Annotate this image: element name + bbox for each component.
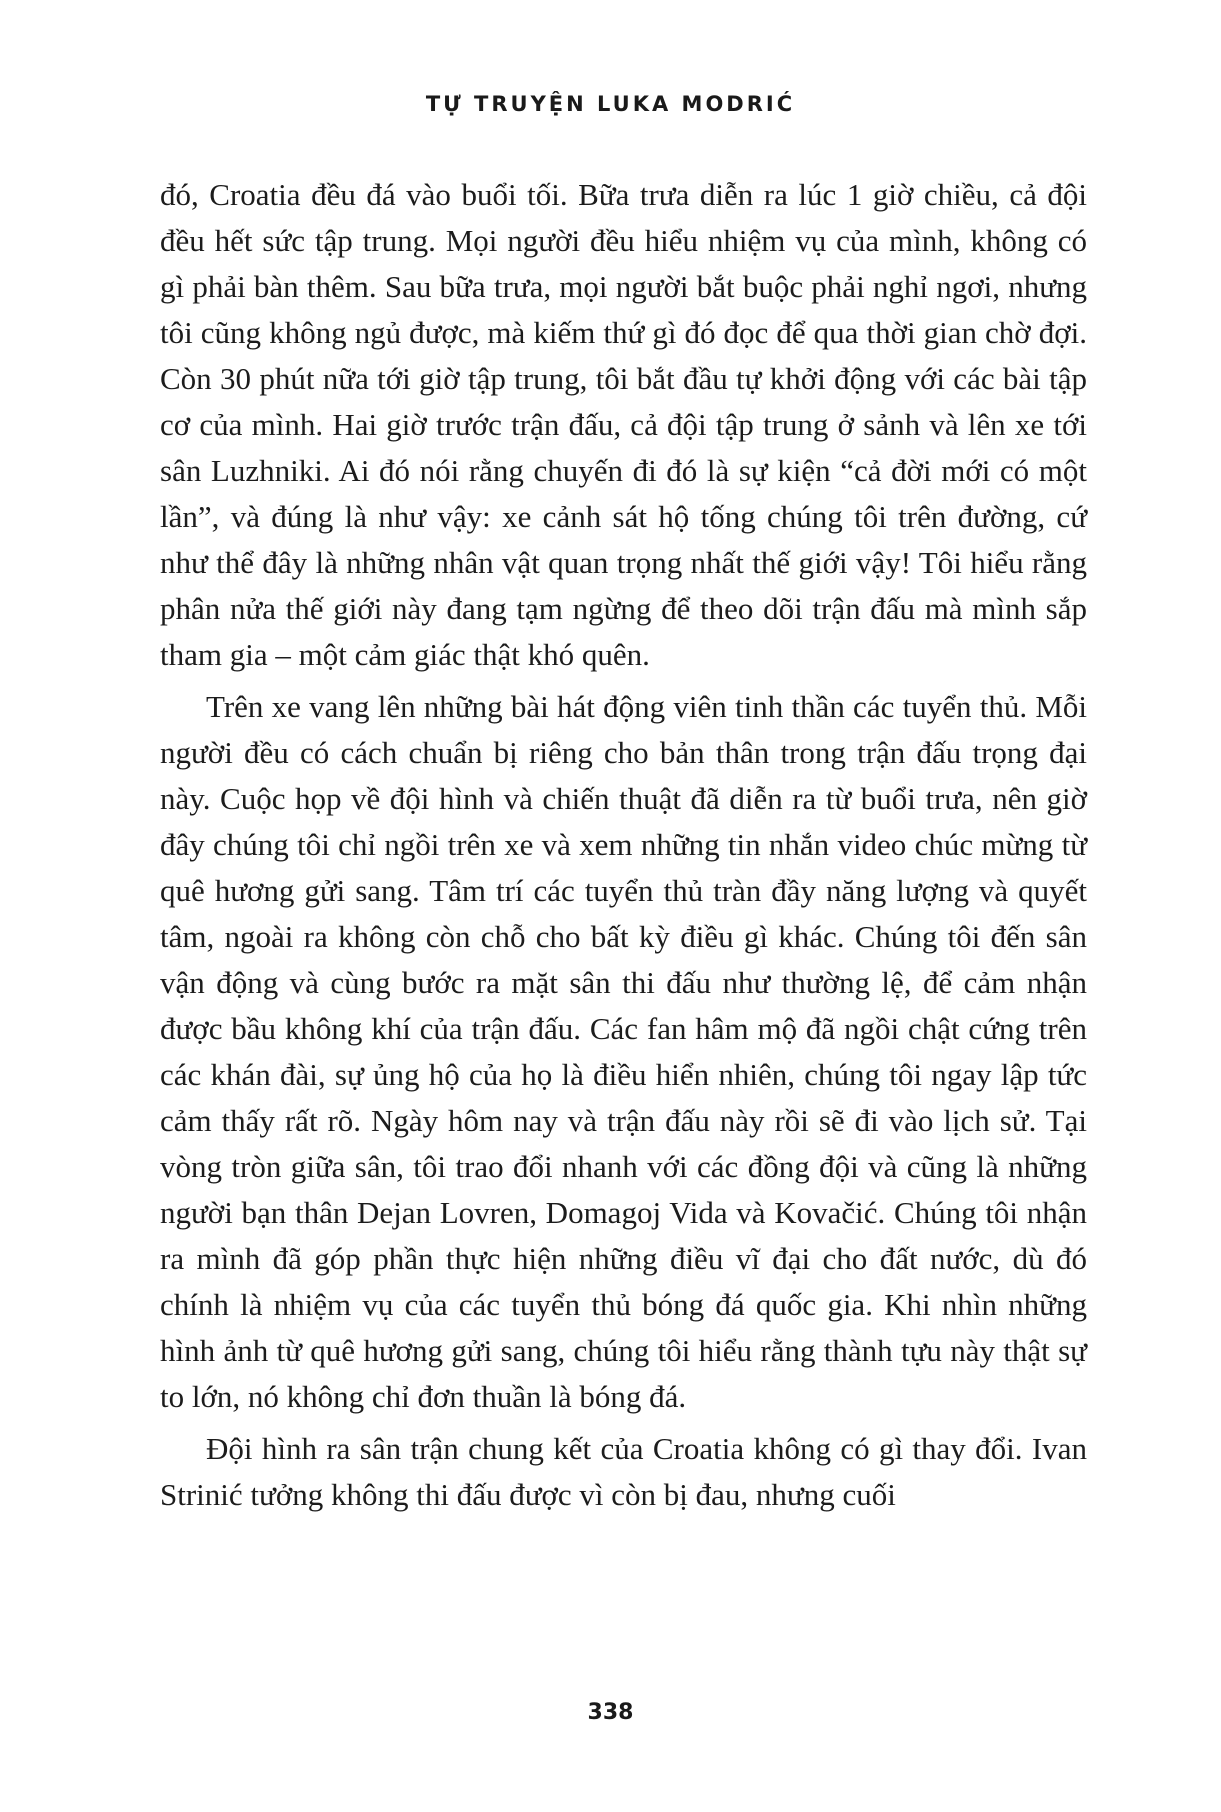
paragraph-2: Trên xe vang lên những bài hát động viên tinh thần các tuyển thủ. Mỗi người đều có cách chuẩn bị riêng cho bản thân trong trận đấu trọng đại này. Cuộc họp về đội hình và chiến thuật đã diễn ra từ buổi trưa, nên giờ đây chúng tôi chỉ ngồi trên xe và xem những tin nhắn video chúc mừng từ quê hương gửi sang. Tâm trí các tuyển thủ tràn đầy năng lượng và quyết tâm, ngoài ra không còn chỗ cho bất kỳ điều gì khác. Chúng tôi đến sân vận động và cùng bước ra mặt sân thi đấu như thường lệ, để cảm nhận được bầu không khí của trận đấu. Các fan hâm mộ đã ngồi chật cứng trên các khán đài, sự ủng hộ của họ là điều hiển nhiên, chúng tôi ngay lập tức cảm thấy rất rõ. Ngày hôm nay và trận đấu này rồi sẽ đi vào lịch sử. Tại vòng tròn giữa sân, tôi trao đổi nhanh với các đồng đội và cũng là những người bạn thân Dejan Lovren, Domagoj Vida và Kovačić. Chúng tôi nhận ra mình đã góp phần thực hiện những điều vĩ đại cho đất nước, dù đó chính là nhiệm vụ của các tuyển thủ bóng đá quốc gia. Khi nhìn những hình ảnh từ quê hương gửi sang, chúng tôi hiểu rằng thành tựu này thật sự to lớn, nó không chỉ đơn thuần là bóng đá.: [160, 689, 1087, 1414]
body-text: [160, 172, 1087, 1518]
paragraph-1: đó, Croatia đều đá vào buổi tối. Bữa trưa diễn ra lúc 1 giờ chiều, cả đội đều hết sức tập trung. Mọi người đều hiểu nhiệm vụ của mình, không có gì phải bàn thêm. Sau bữa trưa, mọi người bắt buộc phải nghỉ ngơi, nhưng tôi cũng không ngủ được, mà kiếm thứ gì đó đọc để qua thời gian chờ đợi. Còn 30 phút nữa tới giờ tập trung, tôi bắt đầu tự khởi động với các bài tập cơ của mình. Hai giờ trước trận đấu, cả đội tập trung ở sảnh và lên xe tới sân Luzhniki. Ai đó nói rằng chuyến đi đó là sự kiện “cả đời mới có một lần”, và đúng là như vậy: xe cảnh sát hộ tống chúng tôi trên đường, cứ như thể đây là những nhân vật quan trọng nhất thế giới vậy! Tôi hiểu rằng phân nửa thế giới này đang tạm ngừng để theo dõi trận đấu mà mình sắp tham gia – một cảm giác thật khó quên.: [160, 177, 1087, 672]
page-number: 338: [587, 1700, 634, 1725]
paragraph-3: Đội hình ra sân trận chung kết của Croatia không có gì thay đổi. Ivan Strinić tưởng không thi đấu được vì còn bị đau, nhưng cuối: [160, 1431, 1087, 1512]
running-header: TỰ TRUYỆN LUKA MODRIĆ: [425, 92, 796, 116]
